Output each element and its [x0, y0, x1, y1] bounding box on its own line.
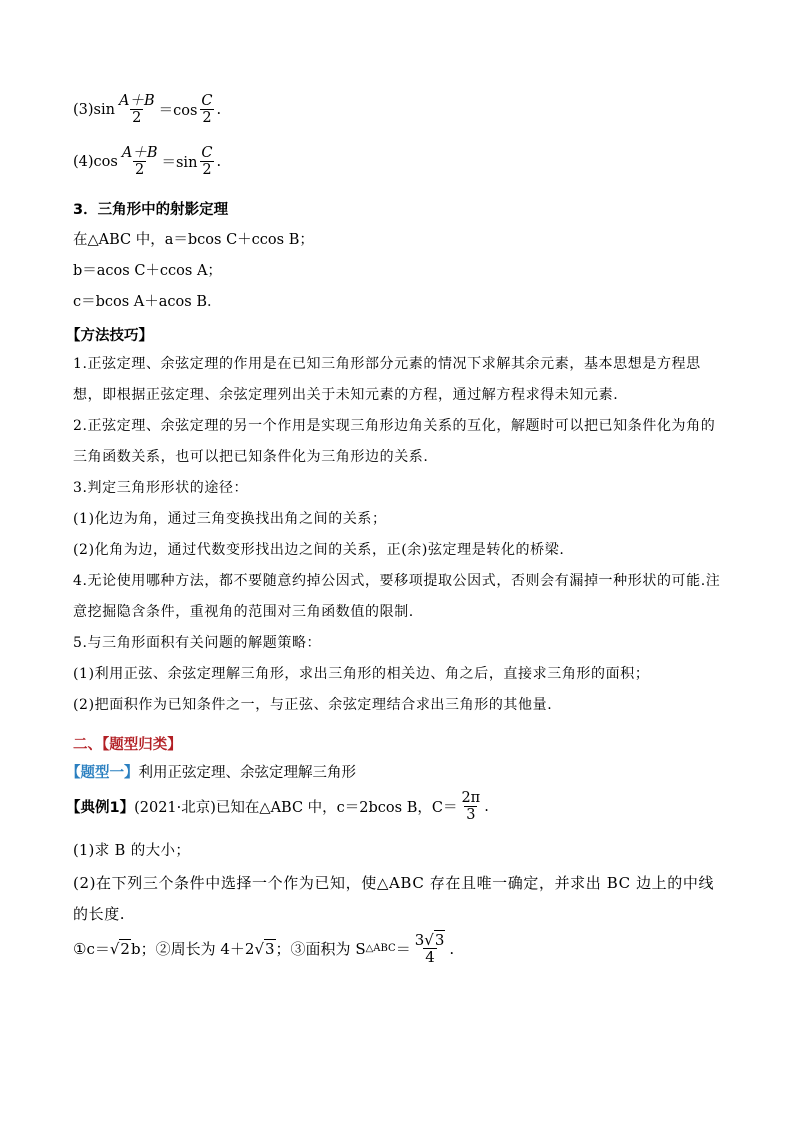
methods-paragraph-1: 1.正弦定理、余弦定理的作用是在已知三角形部分元素的情况下求解其余元素，基本思想是方程思想，即根据正弦定理、余弦定理列出关于未知元素的方程，通过解方程求得未知元素. — [73, 356, 701, 403]
methods-paragraph-3: 3.判定三角形形状的途径： — [73, 480, 249, 496]
type-1-heading — [66, 761, 356, 782]
sqrt-symbol: √3 — [254, 939, 275, 958]
identity-3-end: . — [216, 101, 222, 118]
methods-paragraph-5b: (2)把面积作为已知条件之一，与正弦、余弦定理结合求出三角形的其他量. — [73, 697, 553, 713]
projection-title: 3．三角形中的射影定理 — [73, 202, 229, 218]
projection-line-1: 在△ABC 中，a＝bcos C＋ccos B； — [73, 232, 314, 248]
example-1-statement — [66, 790, 489, 823]
identity-4 — [73, 145, 221, 178]
area-subscript: △ABC — [365, 943, 396, 954]
identity-4-end: . — [216, 153, 222, 170]
fraction-numerator: 2π — [461, 790, 481, 806]
methods-paragraph-5a: (1)利用正弦、余弦定理解三角形，求出三角形的相关边、角之后，直接求三角形的面积； — [73, 666, 650, 682]
type-1-label: 【题型一】 — [66, 765, 139, 781]
identity-3-fraction — [117, 93, 157, 126]
section-2-heading — [73, 733, 182, 754]
identity-3 — [73, 93, 221, 126]
fraction-denominator: 2 — [135, 162, 145, 178]
fraction-denominator: 2 — [202, 162, 212, 178]
fraction-denominator: 3 — [466, 807, 476, 823]
fraction-numerator — [413, 932, 448, 948]
identity-4-rhs-fraction — [199, 145, 214, 178]
identity-3-equals: ＝cos — [158, 103, 198, 119]
sqrt-radicand: 2 — [120, 939, 130, 958]
example-1-conditions — [73, 932, 454, 965]
example-1-question-1: (1)求 B 的大小； — [73, 843, 191, 859]
numerator-coefficient: 3 — [414, 931, 425, 949]
example-1-question-2: (2)在下列三个条件中选择一个作为已知，使△ABC 存在且唯一确定，并求出 BC 边上的中线的长度. — [73, 874, 715, 923]
example-1-fraction — [459, 790, 482, 823]
fraction-denominator: 2 — [132, 110, 142, 126]
fraction-numerator: A＋B — [121, 145, 158, 161]
identity-4-equals: ＝sin — [161, 155, 198, 171]
projection-line-2: b＝acos C＋ccos A； — [73, 263, 222, 279]
identity-4-fraction — [120, 145, 160, 178]
type-1-text: 利用正弦定理、余弦定理解三角形 — [138, 765, 356, 781]
projection-line-3: c＝bcos A＋acos B． — [73, 294, 222, 310]
sqrt-radicand: 3 — [434, 931, 445, 949]
fraction-denominator: 2 — [202, 110, 212, 126]
methods-paragraph-3a: (1)化边为角，通过三角变换找出角之间的关系； — [73, 511, 387, 527]
sqrt-symbol: √2 — [109, 939, 130, 958]
condition-2-text: b；②周长为 4＋2 — [130, 940, 255, 958]
methods-paragraph-3b: (2)化角为边，通过代数变形找出边之间的关系，正(余)弦定理是转化的桥梁. — [73, 542, 565, 558]
example-1-label: 【典例1】 — [66, 800, 135, 816]
condition-3-fraction — [413, 932, 448, 965]
sqrt-radicand: 3 — [265, 939, 275, 958]
condition-3-text: ；③面积为 S — [275, 940, 366, 958]
identity-3-prefix: (3)sin — [73, 101, 115, 118]
example-1-text: (2021·北京)已知在△ABC 中，c＝2bcos B，C＝ — [134, 800, 458, 816]
fraction-numerator: A＋B — [118, 93, 155, 109]
fraction-denominator: 4 — [425, 948, 435, 966]
fraction-numerator: C — [201, 93, 213, 109]
methods-paragraph-4: 4.无论使用哪种方法，都不要随意约掉公因式，要移项提取公因式，否则会有漏掉一种形状的可能.注意挖掘隐含条件，重视角的范围对三角函数值的限制. — [73, 573, 721, 620]
methods-paragraph-2: 2.正弦定理、余弦定理的另一个作用是实现三角形边角关系的互化，解题时可以把已知条件化为角的三角函数关系，也可以把已知条件化为三角形边的关系. — [73, 418, 716, 465]
sqrt-symbol: √3 — [424, 931, 445, 949]
methods-paragraph-5: 5.与三角形面积有关问题的解题策略： — [73, 635, 322, 651]
example-1-end: . — [484, 798, 489, 815]
section-2-prefix: 二、 — [73, 737, 102, 753]
condition-3-end: . — [449, 939, 455, 958]
condition-3-equals: ＝ — [395, 940, 411, 958]
fraction-numerator: C — [201, 145, 213, 161]
identity-4-prefix: (4)cos — [73, 153, 118, 170]
condition-1-text: ①c＝ — [73, 940, 110, 958]
methods-title: 【方法技巧】 — [66, 328, 153, 344]
section-2-title: 【题型归类】 — [102, 737, 182, 753]
identity-3-rhs-fraction — [199, 93, 214, 126]
